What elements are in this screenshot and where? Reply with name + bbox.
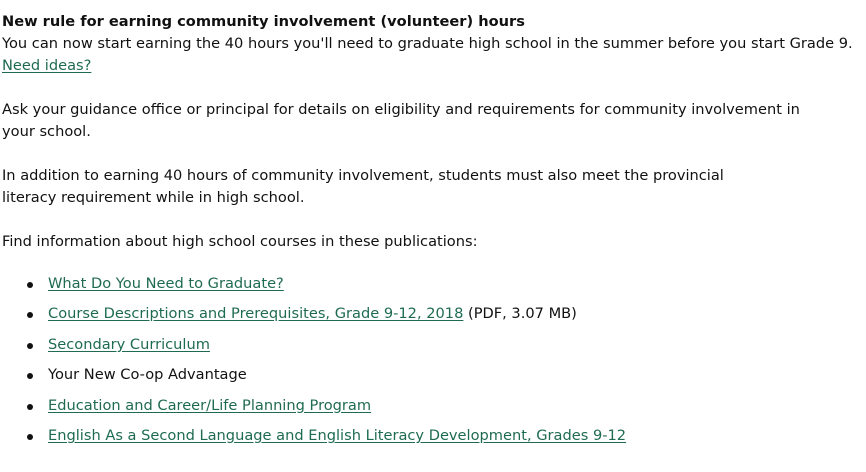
list-item — [2, 425, 866, 455]
guidance-text-line-2: your school. — [2, 123, 91, 140]
publication-link-secondary-curriculum[interactable]: Secondary Curriculum — [48, 335, 210, 353]
bullet-icon — [27, 434, 33, 440]
publication-link-career-planning[interactable]: Education and Career/Life Planning Program — [48, 396, 372, 414]
bullet-icon — [27, 282, 33, 288]
list-item — [2, 364, 866, 394]
list-item — [2, 395, 866, 425]
literacy-text-line-2: literacy requirement while in high school. — [2, 189, 305, 206]
publications-intro: Find information about high school courses in these publications: — [2, 233, 478, 250]
publications-list — [2, 273, 866, 455]
bullet-icon — [27, 312, 33, 318]
literacy-text-line-1: In addition to earning 40 hours of community involvement, students must also meet the provincial — [2, 167, 724, 184]
intro-text: You can now start earning the 40 hours you'll need to graduate high school in the summer before you start Grade 9. — [2, 35, 853, 52]
publication-link-graduate[interactable]: What Do You Need to Graduate? — [48, 275, 284, 292]
guidance-text-line-1: Ask your guidance office or principal for details on eligibility and requirements for community involvement in — [2, 101, 800, 118]
publication-link-esl-eld[interactable]: English As a Second Language and English Literacy Development, Grades 9-12 — [48, 426, 627, 444]
publication-text-coop: Your New Co-op Advantage — [48, 366, 247, 384]
publication-suffix: (PDF, 3.07 MB) — [463, 305, 577, 323]
list-item — [2, 334, 866, 364]
section-heading: New rule for earning community involvement (volunteer) hours — [2, 13, 525, 30]
bullet-icon — [27, 404, 33, 410]
bullet-icon — [27, 343, 33, 349]
list-item — [2, 273, 866, 303]
bullet-icon — [27, 373, 33, 379]
list-item — [2, 303, 866, 333]
publication-link-course-descriptions[interactable]: Course Descriptions and Prerequisites, Grade 9-12, 2018 — [48, 305, 464, 323]
need-ideas-link[interactable]: Need ideas? — [2, 57, 92, 74]
